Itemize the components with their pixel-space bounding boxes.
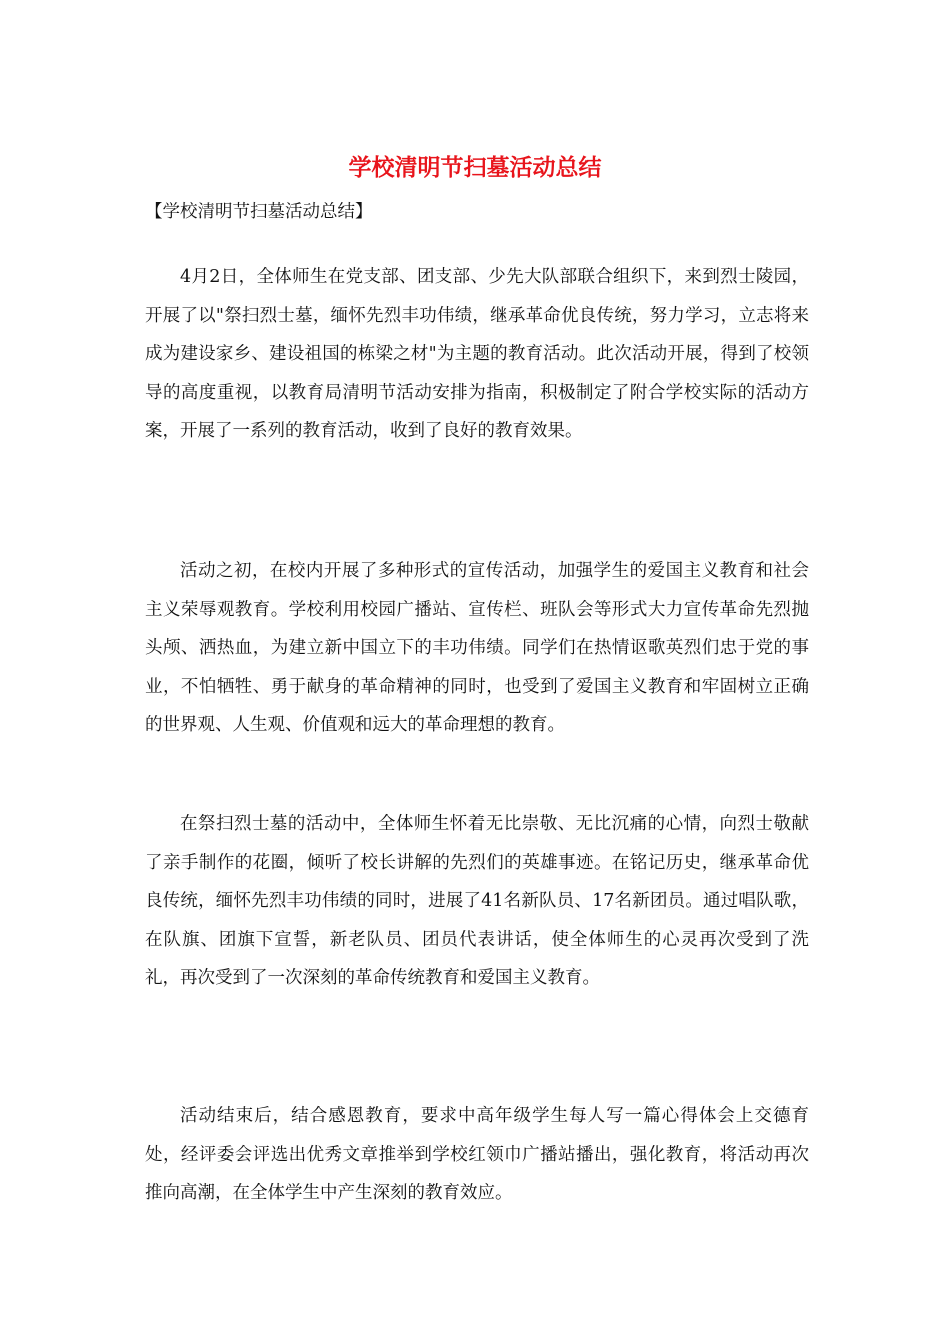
paragraph-2: 活动之初，在校内开展了多种形式的宣传活动，加强学生的爱国主义教育和社会主义荣辱观教育。学校利用校园广播站、宣传栏、班队会等形式大力宣传革命先烈抛头颅、洒热血，为建立新中国立下的丰功伟绩。同学们在热情讴歌英烈们忠于党的事业，不怕牺牲、勇于献身的革命精神的同时，也受到了爱国主义教育和牢固树立正确的世界观、人生观、价值观和远大的革命理想的教育。 [145,561,809,735]
paragraph-3: 在祭扫烈士墓的活动中，全体师生怀着无比崇敬、无比沉痛的心情，向烈士敬献了亲手制作的花圈，倾听了校长讲解的先烈们的英雄事迹。在铭记历史，继承革命优良传统，缅怀先烈丰功伟绩的同时，进展了41名新队员、17名新团员。通过唱队歌，在队旗、团旗下宣誓，新老队员、团员代表讲话，使全体师生的心灵再次受到了洗礼，再次受到了一次深刻的革命传统教育和爱国主义教育。 [145,814,809,988]
paragraph-4: 活动结束后，结合感恩教育，要求中高年级学生每人写一篇心得体会上交德育处，经评委会评选出优秀文章推举到学校红领巾广播站播出，强化教育，将活动再次推向高潮，在全体学生中产生深刻的教育效应。 [145,1106,809,1203]
paragraph-1: 4月2日，全体师生在党支部、团支部、少先大队部联合组织下，来到烈士陵园，开展了以"祭扫烈士墓，缅怀先烈丰功伟绩，继承革命优良传统，努力学习，立志将来成为建设家乡、建设祖国的栋梁之材"为主题的教育活动。此次活动开展，得到了校领导的高度重视，以教育局清明节活动安排为指南，积极制定了附合学校实际的活动方案，开展了一系列的教育活动，收到了良好的教育效果。 [145,267,809,441]
document-subtitle: 【学校清明节扫墓活动总结】 [145,202,373,222]
document-title: 学校清明节扫墓活动总结 [348,154,602,181]
